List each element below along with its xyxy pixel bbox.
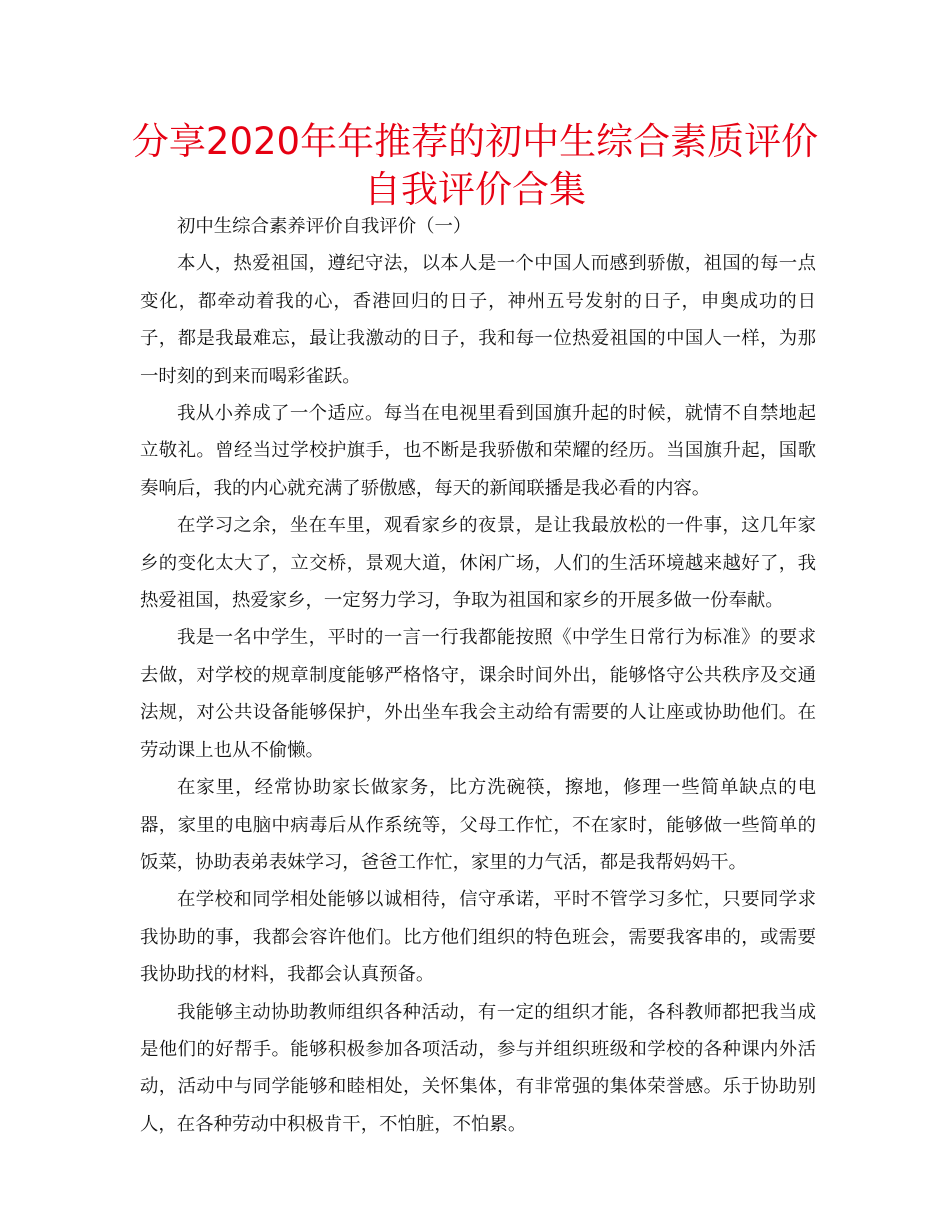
body-paragraph: 我从小养成了一个适应。每当在电视里看到国旗升起的时候，就情不自禁地起立敬礼。曾经当过学校护旗手，也不断是我骄傲和荣耀的经历。当国旗升起，国歌奏响后，我的内心就充满了骄傲感，每天的新闻联播是我必看的内容。 — [140, 403, 816, 499]
body-paragraph: 在学校和同学相处能够以诚相待，信守承诺，平时不管学习多忙，只要同学求我协助的事，我都会容许他们。比方他们组织的特色班会，需要我客串的，或需要我协助找的材料，我都会认真预备。 — [140, 889, 816, 986]
body-paragraph: 本人，热爱祖国，遵纪守法，以本人是一个中国人而感到骄傲，祖国的每一点变化，都牵动着我的心，香港回归的日子，神州五号发射的日子，申奥成功的日子，都是我最难忘，最让我激动的日子，我和每一位热爱祖国的中国人一样，为那一时刻的到来而喝彩雀跃。 — [140, 253, 816, 387]
body-paragraph: 在家里，经常协助家长做家务，比方洗碗筷，擦地，修理一些简单缺点的电器，家里的电脑中病毒后从作系统等，父母工作忙，不在家时，能够做一些简单的饭菜，协助表弟表妹学习，爸爸工作忙，家里的力气活，都是我帮妈妈干。 — [140, 777, 816, 873]
body-paragraph: 我是一名中学生，平时的一言一行我都能按照《中学生日常行为标准》的要求去做，对学校的规章制度能够严格恪守，课余时间外出，能够恪守公共秩序及交通法规，对公共设备能够保护，外出坐车我会主动给有需要的人让座或协助他们。在劳动课上也从不偷懒。 — [140, 627, 816, 761]
document-title: 分享2020年年推荐的初中生综合素质评价自我评价合集 — [131, 120, 819, 211]
body-paragraph: 我能够主动协助教师组织各种活动，有一定的组织才能，各科教师都把我当成是他们的好帮手。能够积极参加各项活动，参与并组织班级和学校的各种课内外活动，活动中与同学能够和睦相处，关怀集体，有非常强的集体荣誉感。乐于协助别人，在各种劳动中积极肯干，不怕脏，不怕累。 — [140, 1001, 816, 1135]
document-body — [140, 208, 816, 1143]
section-heading: 初中生综合素养评价自我评价（一） — [177, 216, 472, 237]
body-paragraph: 在学习之余，坐在车里，观看家乡的夜景，是让我最放松的一件事，这几年家乡的变化太大了，立交桥，景观大道，休闲广场，人们的生活环境越来越好了，我热爱祖国，热爱家乡，一定努力学习，争取为祖国和家乡的开展多做一份奉献。 — [140, 515, 816, 612]
